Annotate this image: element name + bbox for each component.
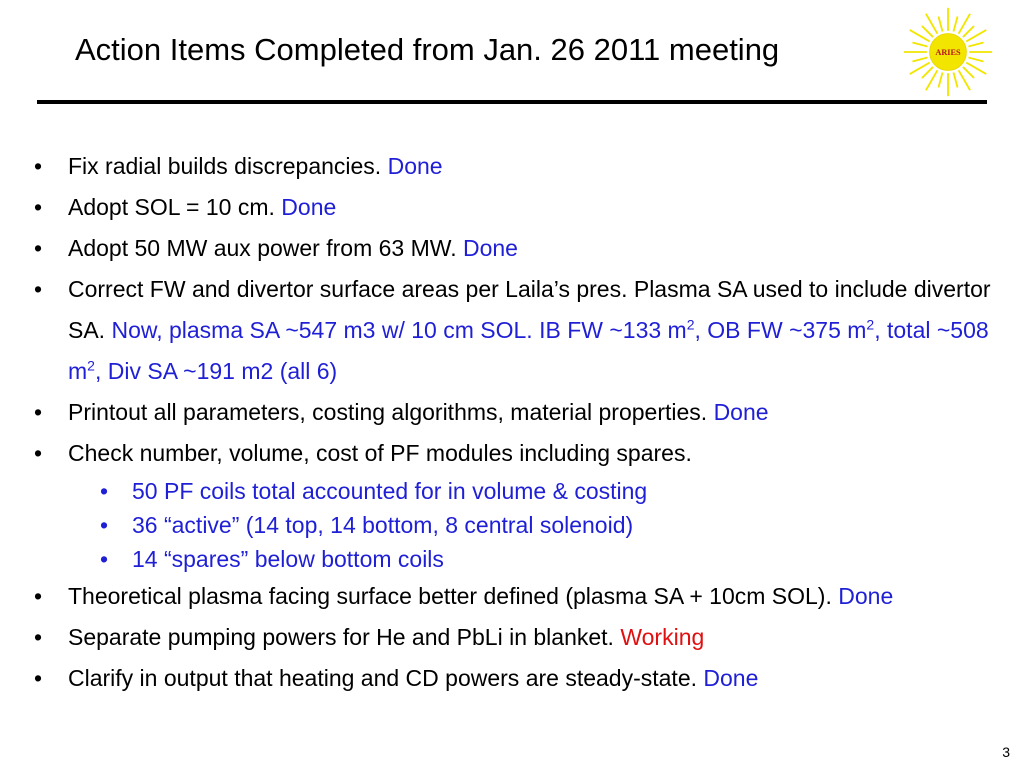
status-done: Done (713, 399, 769, 425)
slide-number: 3 (1002, 744, 1010, 760)
action-items-list (34, 146, 994, 699)
item-text: Printout all parameters, costing algorithms, material properties. (68, 399, 708, 425)
aries-sun-logo (902, 6, 994, 98)
sun-ray (963, 26, 974, 37)
sun-ray (968, 57, 983, 61)
list-item (34, 269, 994, 392)
item-text: Fix radial builds discrepancies. (68, 153, 382, 179)
list-item (34, 228, 994, 269)
item-text: Separate pumping powers for He and PbLi in blanket. (68, 624, 614, 650)
sun-ray (938, 72, 942, 87)
item-text: Clarify in output that heating and CD powers are steady-state. (68, 665, 698, 691)
status-done: Done (462, 235, 518, 261)
list-item (34, 658, 994, 699)
status-done: Done (281, 194, 337, 220)
list-item (34, 433, 994, 474)
status-working: Working (620, 624, 705, 650)
list-item (34, 576, 994, 617)
sun-ray (912, 57, 927, 61)
item-text: Adopt SOL = 10 cm. (68, 194, 275, 220)
item-text: Correct FW and divertor surface areas per Laila’s pres. Plasma SA used to include divertor SA. (68, 276, 991, 343)
slide-title: Action Items Completed from Jan. 26 2011 meeting (75, 32, 780, 67)
sun-ray (953, 16, 957, 31)
sun-ray (938, 16, 942, 31)
title-rule (37, 100, 987, 104)
list-item (34, 617, 994, 658)
sun-ray (922, 26, 933, 37)
sun-ray (963, 67, 974, 78)
sun-ray (922, 67, 933, 78)
status-done: Done (387, 153, 443, 179)
sub-list-item: • 50 PF coils total accounted for in volume & costing (34, 474, 994, 508)
sub-list-item: • 14 “spares” below bottom coils (34, 542, 994, 576)
item-text: Adopt 50 MW aux power from 63 MW. (68, 235, 457, 261)
list-item (34, 187, 994, 228)
status-done: Done (703, 665, 759, 691)
sun-ray (953, 72, 957, 87)
logo-text: ARIES (935, 48, 961, 58)
list-item (34, 146, 994, 187)
sub-list-item: • 36 “active” (14 top, 14 bottom, 8 central solenoid) (34, 508, 994, 542)
item-detail: Now, plasma SA ~547 m3 w/ 10 cm SOL. IB FW ~133 $m^2$, OB FW ~375 $m^2$, total ~508 $m^2$, Div SA ~191 m2 (all 6) (68, 316, 989, 384)
sun-ray (968, 42, 983, 46)
sun-ray (912, 42, 927, 46)
status-done: Done (838, 583, 894, 609)
item-text: Check number, volume, cost of PF modules including spares. (68, 440, 692, 466)
list-item (34, 392, 994, 433)
item-text: Theoretical plasma facing surface better defined (plasma SA + 10cm SOL). (68, 583, 832, 609)
